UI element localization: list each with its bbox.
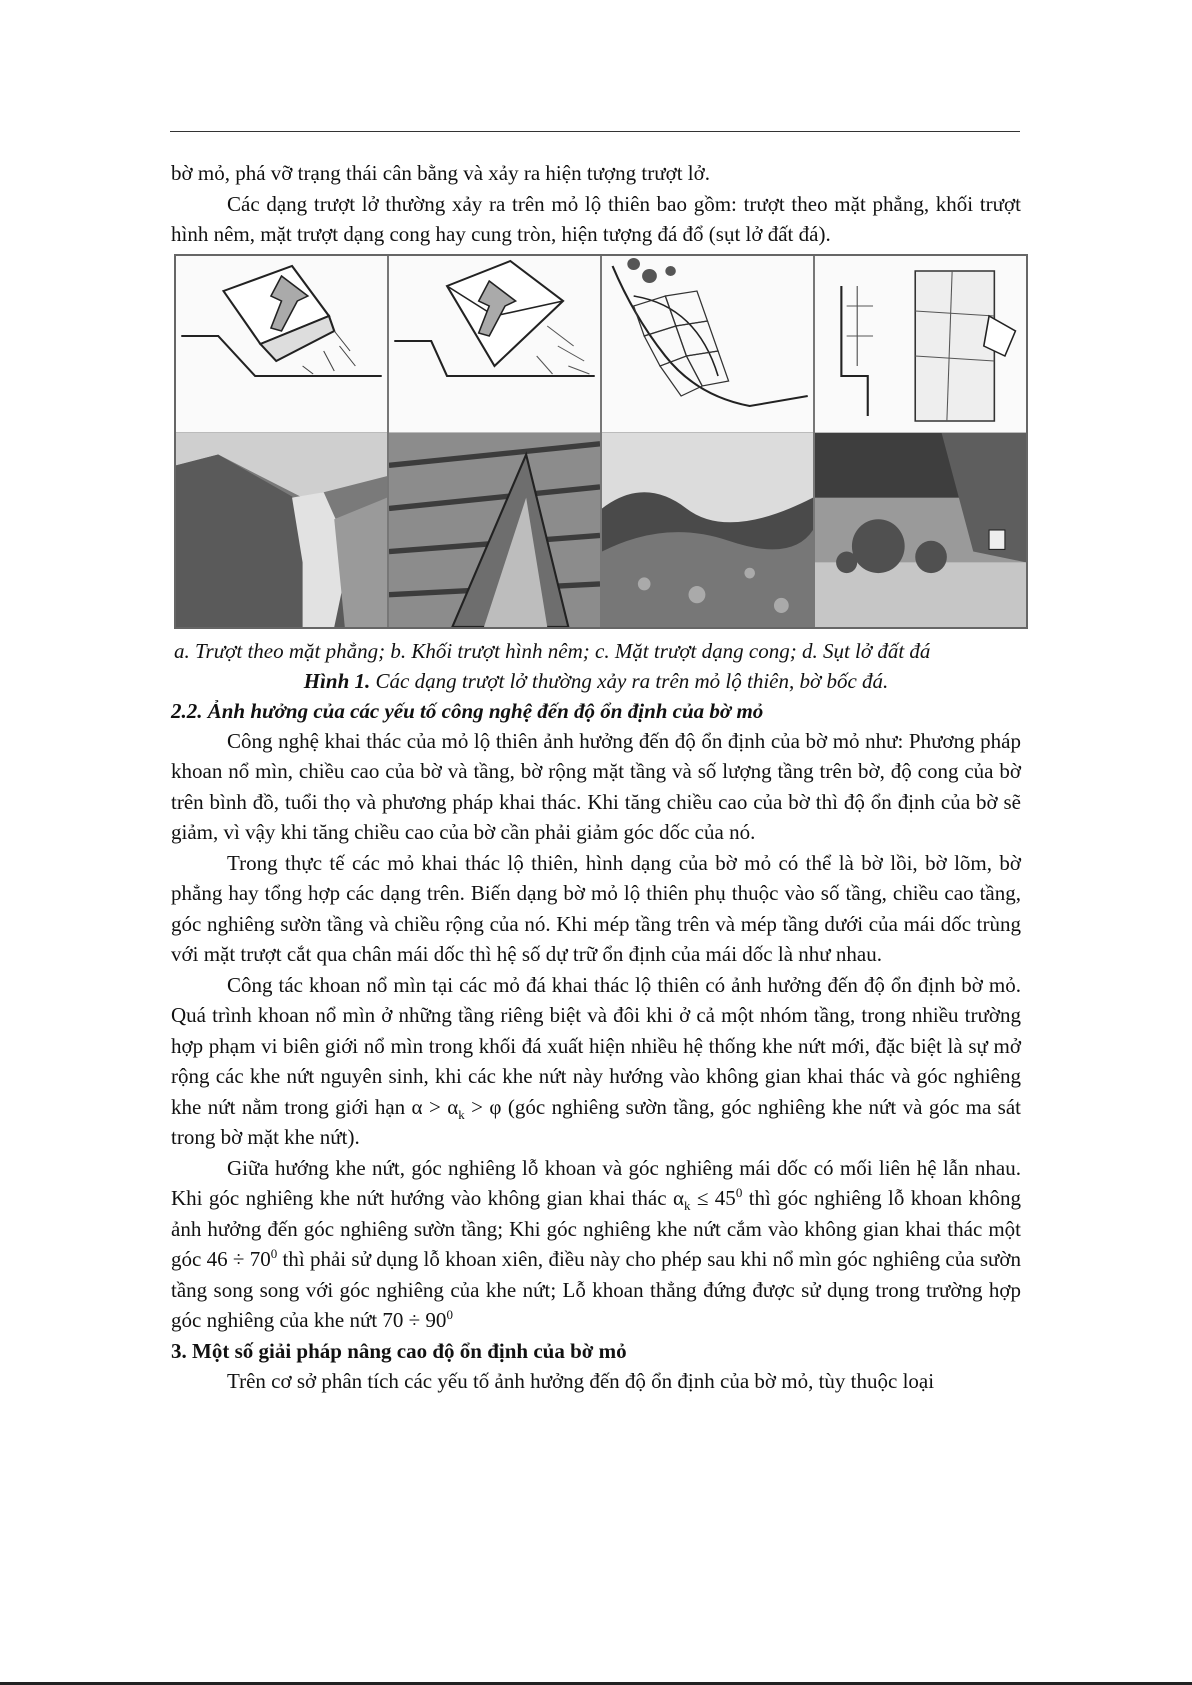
photo-planar-slide	[176, 433, 387, 627]
sketch-circular-slide	[602, 256, 813, 433]
photo-wedge-slide	[389, 433, 600, 627]
subscript-k: k	[458, 1106, 465, 1122]
paragraph-intro: bờ mỏ, phá vỡ trạng thái cân bằng và xảy ra hiện tượng trượt lở.	[171, 161, 710, 185]
degree-sup-3: 0	[446, 1307, 453, 1322]
paragraph-blasting	[171, 970, 1021, 1153]
sketch-rockfall	[815, 256, 1026, 433]
figure-caption-text: Các dạng trượt lở thường xảy ra trên mỏ lộ thiên, bờ bốc đá.	[370, 668, 889, 693]
document-body	[171, 158, 1021, 1396]
figure-landslide-types	[174, 254, 1028, 629]
paragraph-technology: Công nghệ khai thác của mỏ lộ thiên ảnh hưởng đến độ ổn định của bờ mỏ như: Phương pháp khoan nổ mìn, chiều cao của bờ và tầng, bờ rộng mặt tầng và số lượng tầng trên bờ, độ cong của bờ trên bình đồ, tuổi thọ và phương pháp khai thác. Khi tăng chiều cao của bờ thì độ ổn định của bờ sẽ giảm, vì vậy khi tăng chiều cao của bờ cần phải giảm góc dốc của nó.	[171, 728, 1021, 844]
figure-panel-b	[389, 256, 602, 627]
paragraph-drill-part3: thì góc nghiêng lỗ khoan không ảnh hưởng đến góc nghiêng sườn tầng; Khi góc nghiêng khe nứt cắm vào không gian khai thác một góc 46 ÷ 70	[171, 1186, 1021, 1271]
paragraph-blasting-part1: Công tác khoan nổ mìn tại các mỏ đá khai thác lộ thiên có ảnh hưởng đến độ ổn định bờ mỏ. Quá trình khoan nổ mìn ở những tầng riêng biệt và đôi khi ở cả một nhóm tầng, trong nhiều trường hợp phạm vi biên giới nổ mìn trong khối đá xuất hiện nhiều hệ thống khe nứt mới, đặc biệt là sự mở rộng các khe nứt nguyên sinh, khi các khe nứt này hướng vào không gian khai thác và góc nghiêng khe nứt nằm trong giới hạn α > α	[171, 972, 1021, 1119]
degree-sup-1: 0	[735, 1185, 743, 1200]
paragraph-drill-part2: ≤ 45	[690, 1186, 736, 1210]
figure-caption	[171, 666, 1021, 696]
header-rule	[170, 131, 1020, 132]
figure-panel-a	[176, 256, 389, 627]
paragraph-slope-shape: Trong thực tế các mỏ khai thác lộ thiên, hình dạng của bờ mỏ có thể là bờ lồi, bờ lõm, bờ phẳng hay tổng hợp các dạng trên. Biến dạng bờ mỏ lộ thiên phụ thuộc vào số tầng, chiều cao tầng, góc nghiêng sườn tầng và chiều rộng của nó. Khi mép tầng trên và mép tầng dưới của mái dốc trùng với mặt trượt cắt qua chân mái dốc thì hệ số dự trữ ổn định của mái dốc là như nhau.	[171, 850, 1021, 966]
paragraph-drill-part4: thì phải sử dụng lỗ khoan xiên, điều này cho phép sau khi nổ mìn góc nghiêng của sườn tầng song song với góc nghiêng của khe nứt; Lỗ khoan thẳng đứng được sử dụng trong trường hợp góc nghiêng của khe nứt 70 ÷ 90	[171, 1247, 1021, 1332]
subscript-k-2: k	[683, 1198, 691, 1214]
paragraph-solutions: Trên cơ sở phân tích các yếu tố ảnh hưởng đến độ ổn định của bờ mỏ, tùy thuộc loại	[227, 1368, 935, 1393]
photo-rockfall	[815, 433, 1026, 627]
photo-circular-slide	[602, 433, 813, 627]
section-heading-3: 3. Một số giải pháp nâng cao độ ổn định của bờ mỏ	[171, 1338, 627, 1363]
figure-subcaption: a. Trượt theo mặt phẳng; b. Khối trượt hình nêm; c. Mặt trượt dạng cong; d. Sụt lở đất đá	[174, 638, 931, 663]
paragraph-blasting-part2: > φ (góc nghiêng sườn tầng, góc nghiêng khe nứt và góc ma sát trong bờ mặt khe nứt).	[171, 1094, 1021, 1149]
sketch-planar-slide	[176, 256, 387, 433]
paragraph-drill-angle	[171, 1153, 1021, 1336]
figure-panel-d	[815, 256, 1026, 627]
figure-label: Hình 1.	[303, 668, 371, 693]
paragraph-landslide-types: Các dạng trượt lở thường xảy ra trên mỏ lộ thiên bao gồm: trượt theo mặt phẳng, khối trượt hình nêm, mặt trượt dạng cong hay cung tròn, hiện tượng đá đổ (sụt lở đất đá).	[171, 191, 1021, 246]
section-heading-2-2: 2.2. Ảnh hưởng của các yếu tố công nghệ đến độ ổn định của bờ mỏ	[171, 698, 764, 723]
degree-sup-2: 0	[270, 1246, 278, 1261]
paragraph-drill-part1: Giữa hướng khe nứt, góc nghiêng lỗ khoan và góc nghiêng mái dốc có mối liên hệ lẫn nhau. Khi góc nghiêng khe nứt hướng vào không gian khai thác α	[171, 1155, 1021, 1210]
figure-panel-c	[602, 256, 815, 627]
sketch-wedge-slide	[389, 256, 600, 433]
